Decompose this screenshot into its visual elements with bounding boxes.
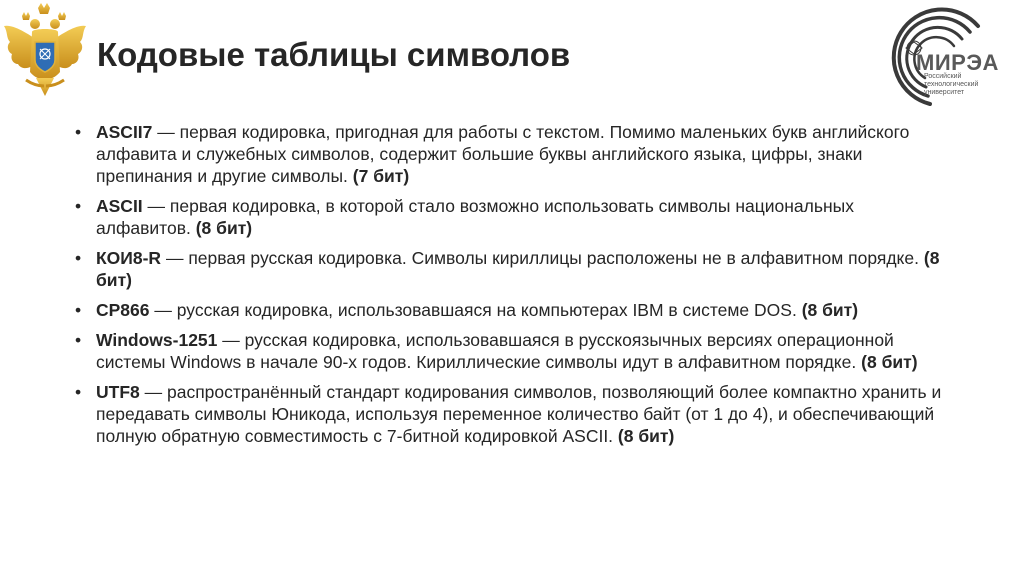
item-bits: (8 бит) <box>861 352 918 372</box>
item-separator: — <box>142 196 170 216</box>
page-title: Кодовые таблицы символов <box>97 36 571 73</box>
item-name: Windows-1251 <box>96 330 218 350</box>
item-text: первая кодировка, в которой стало возможно использовать символы национальных алфавитов. <box>96 196 854 238</box>
logo-subtitle-line: Российский <box>924 73 962 80</box>
item-text: первая русская кодировка. Символы кириллицы расположены не в алфавитном порядке. <box>188 248 919 268</box>
item-name: ASCII <box>96 196 143 216</box>
list-item <box>72 247 952 291</box>
list-item <box>72 329 952 373</box>
item-separator: — <box>161 248 189 268</box>
list-item <box>72 195 952 239</box>
eagle-emblem-icon <box>2 2 88 102</box>
logo-subtitle-line: технологический <box>924 81 979 88</box>
item-separator: — <box>217 330 245 350</box>
list-item <box>72 121 952 187</box>
item-bits: (8 бит) <box>96 248 940 290</box>
item-bits: (8 бит) <box>801 300 859 320</box>
logo-subtitle <box>924 73 1004 97</box>
item-text: первая кодировка, пригодная для работы с текстом. Помимо маленьких букв английского алфавита и служебных символов, содержит большие буквы английского языка, цифры, знаки препинания и другие символы. <box>96 122 910 186</box>
item-name: ASCII7 <box>96 122 153 142</box>
item-text: русская кодировка, использовавшаяся в русскоязычных версиях операционной системы Windows в начале 90-х годов. Кириллические символы идут в алфавитном порядке. <box>96 330 894 372</box>
item-text: русская кодировка, использовавшаяся на компьютерах IBM в системе DOS. <box>176 300 797 320</box>
encoding-list <box>72 121 952 455</box>
item-bits: (8 бит) <box>195 218 253 238</box>
item-separator: — <box>152 122 180 142</box>
item-name: КОИ8-R <box>96 248 162 268</box>
list-item <box>72 381 952 447</box>
item-bits: (7 бит) <box>352 166 410 186</box>
logo-subtitle-line: университет <box>924 89 965 96</box>
item-bits: (8 бит) <box>617 426 675 446</box>
item-separator: — <box>139 382 167 402</box>
item-text: распространённый стандарт кодирования символов, позволяющий более компактно хранить и передавать символы Юникода, используя переменное количество байт (от 1 до 4), и обеспечивающий полную обратную совместимость с 7-битной кодировкой ASCII. <box>96 382 942 446</box>
logo-name: МИРЭА <box>916 50 999 75</box>
item-separator: — <box>149 300 177 320</box>
list-item <box>72 299 952 321</box>
item-name: CP866 <box>96 300 150 320</box>
item-name: UTF8 <box>96 382 140 402</box>
